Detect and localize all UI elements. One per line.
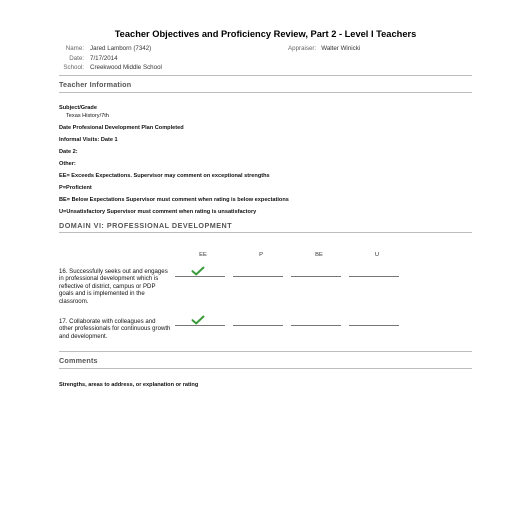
legend-p-text: Proficient [66, 185, 92, 191]
appraiser-value: Walter Winicki [321, 45, 361, 52]
rating-field-u[interactable] [349, 325, 399, 326]
subject-label: Subject/Grade [59, 105, 97, 111]
column-header-ee: EE [199, 252, 207, 258]
legend-be-code: BE= [59, 197, 71, 203]
checkmark-icon [191, 315, 205, 325]
informal-visits-label: Informal Visits: Date 1 [59, 137, 118, 143]
appraiser-row [288, 45, 360, 52]
column-header-be: BE [315, 252, 323, 258]
domain-item-17-text: 17. Collaborate with colleagues and other professionals for continuous growth and development. [59, 318, 171, 340]
rating-field-p[interactable] [233, 276, 283, 277]
comments-heading: Comments [59, 356, 98, 365]
pdp-label: Date Profesional Development Plan Completed [59, 125, 184, 131]
comments-top-divider [59, 351, 472, 352]
rating-field-p[interactable] [233, 325, 283, 326]
other-label: Other: [59, 161, 76, 167]
date-label: Date: [69, 55, 84, 62]
checkmark-icon [191, 266, 205, 276]
domain-item-16-text: 16. Successfully seeks out and engages in professional development which is reflective of district, campus or PDP goals and is implemented in the classroom. [59, 268, 168, 305]
legend-ee-text: Exceeds Expectations. Supervisor may comment on exceptional strengths [69, 173, 270, 179]
column-header-u: U [374, 252, 380, 258]
school-label: School: [63, 64, 84, 71]
rating-field-ee[interactable] [175, 325, 225, 326]
column-header-p: P [259, 252, 263, 258]
legend-u [59, 209, 256, 215]
rating-field-ee[interactable] [175, 276, 225, 277]
teacher-info-heading: Teacher Information [59, 80, 132, 89]
school-row [34, 64, 162, 71]
document-title: Teacher Objectives and Proficiency Review, Part 2 - Level I Teachers [114, 29, 417, 39]
legend-be-text: Below Expectations Supervisor must comment when rating is below expectations [70, 197, 289, 203]
rating-field-u[interactable] [349, 276, 399, 277]
name-label: Name: [65, 45, 84, 52]
rating-field-be[interactable] [291, 325, 341, 326]
comments-divider [59, 368, 472, 369]
legend-u-code: U= [59, 209, 67, 215]
comments-prompt: Strengths, areas to address, or explanation or rating [59, 382, 199, 388]
teacher-info-divider [59, 92, 472, 93]
legend-p [59, 185, 92, 191]
legend-p-code: P= [59, 185, 66, 191]
name-value: Jared Lamborn (7342) [90, 45, 152, 52]
legend-u-text: Unsatisfactory Supervisor must comment when rating is unsatisfactory [66, 209, 257, 215]
subject-value: Texas History/7th [66, 113, 109, 119]
date-row [34, 55, 118, 62]
rating-field-be[interactable] [291, 276, 341, 277]
domain-heading: DOMAIN VI: PROFESSIONAL DEVELOPMENT [59, 221, 233, 230]
date-value: 7/17/2014 [90, 55, 118, 62]
legend-ee-code: EE= [59, 173, 70, 179]
legend-be [59, 197, 289, 203]
school-value: Creekwood Middle School [90, 64, 162, 71]
name-row [34, 45, 151, 52]
domain-divider [59, 232, 472, 233]
legend-ee [59, 173, 270, 179]
header-divider [59, 75, 472, 76]
appraiser-label: Appraiser: [288, 45, 317, 52]
date2-label: Date 2: [59, 149, 78, 155]
